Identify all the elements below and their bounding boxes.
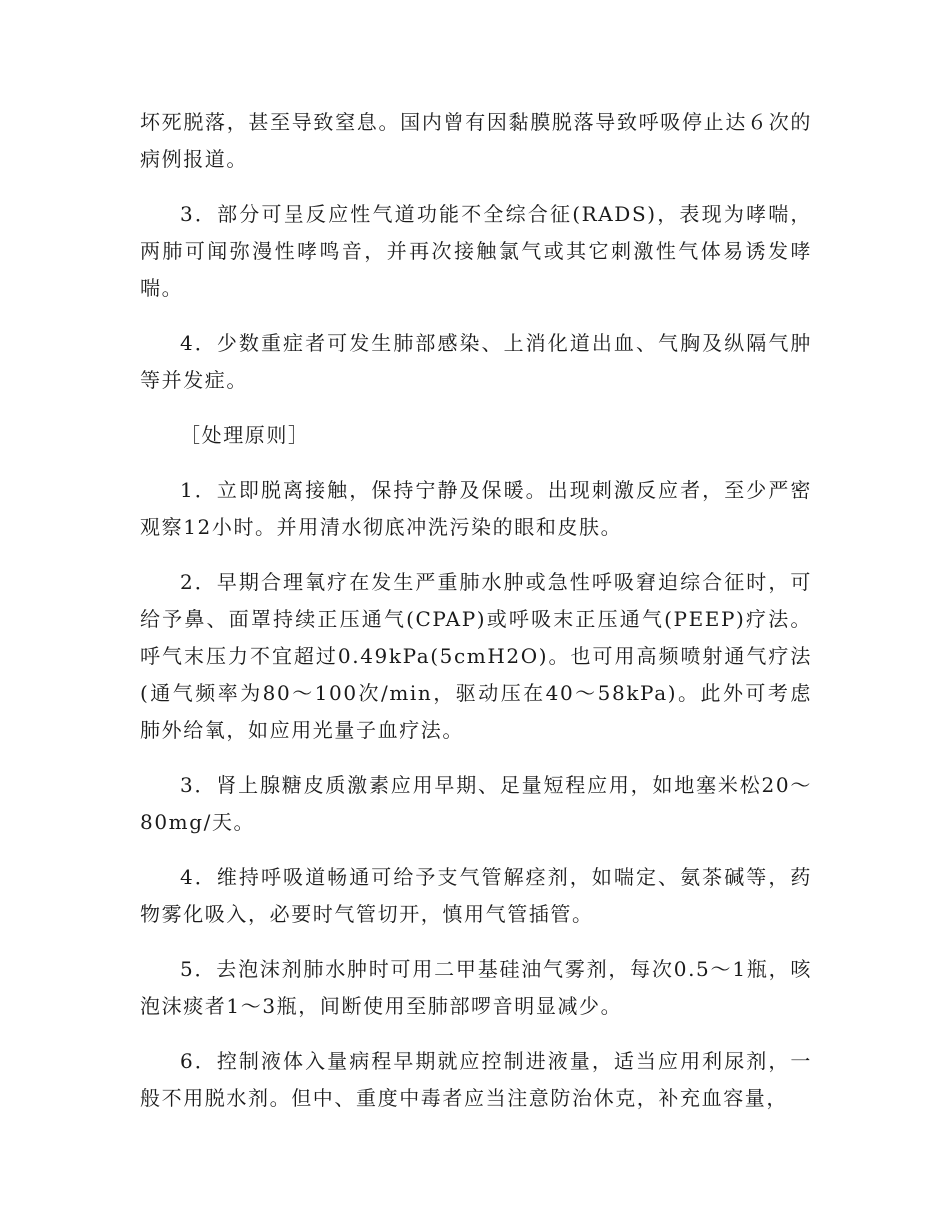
section-heading-treatment: ［处理原则］ bbox=[180, 423, 310, 447]
paragraph-treatment-3: 3．肾上腺糖皮质激素应用早期、足量短程应用，如地塞米松20～80mg/天。 bbox=[140, 773, 812, 834]
document-body bbox=[140, 104, 812, 1135]
paragraph-treatment-1: 1．立即脱离接触，保持宁静及保暖。出现刺激反应者，至少严密观察12小时。并用清水彻底冲洗污染的眼和皮肤。 bbox=[140, 478, 812, 539]
paragraph-treatment-5: 5．去泡沫剂肺水肿时可用二甲基硅油气雾剂，每次0.5～1瓶，咳泡沫痰者1～3瓶，间断使用至肺部啰音明显减少。 bbox=[140, 957, 812, 1018]
paragraph-symptom-3: 3．部分可呈反应性气道功能不全综合征(RADS)，表现为哮喘，两肺可闻弥漫性哮鸣音，并再次接触氯气或其它刺激性气体易诱发哮喘。 bbox=[140, 202, 812, 300]
paragraph-treatment-4: 4．维持呼吸道畅通可给予支气管解痉剂，如喘定、氨茶碱等，药物雾化吸入，必要时气管切开，慎用气管插管。 bbox=[140, 865, 812, 926]
paragraph-symptom-4: 4．少数重症者可发生肺部感染、上消化道出血、气胸及纵隔气肿等并发症。 bbox=[140, 331, 812, 392]
paragraph-treatment-6: 6．控制液体入量病程早期就应控制进液量，适当应用利尿剂，一般不用脱水剂。但中、重度中毒者应当注意防治休克，补充血容量， bbox=[140, 1049, 812, 1110]
paragraph-continuation: 坏死脱落，甚至导致窒息。国内曾有因黏膜脱落导致呼吸停止达６次的病例报道。 bbox=[140, 110, 812, 171]
paragraph-treatment-2: 2．早期合理氧疗在发生严重肺水肿或急性呼吸窘迫综合征时，可给予鼻、面罩持续正压通气(CPAP)或呼吸末正压通气(PEEP)疗法。呼气末压力不宜超过0.49kPa(5cmH2O)。也可用高频喷射通气疗法(通气频率为80～100次/min，驱动压在40～58kPa)。此外可考虑肺外给氧，如应用光量子血疗法。 bbox=[140, 570, 812, 742]
